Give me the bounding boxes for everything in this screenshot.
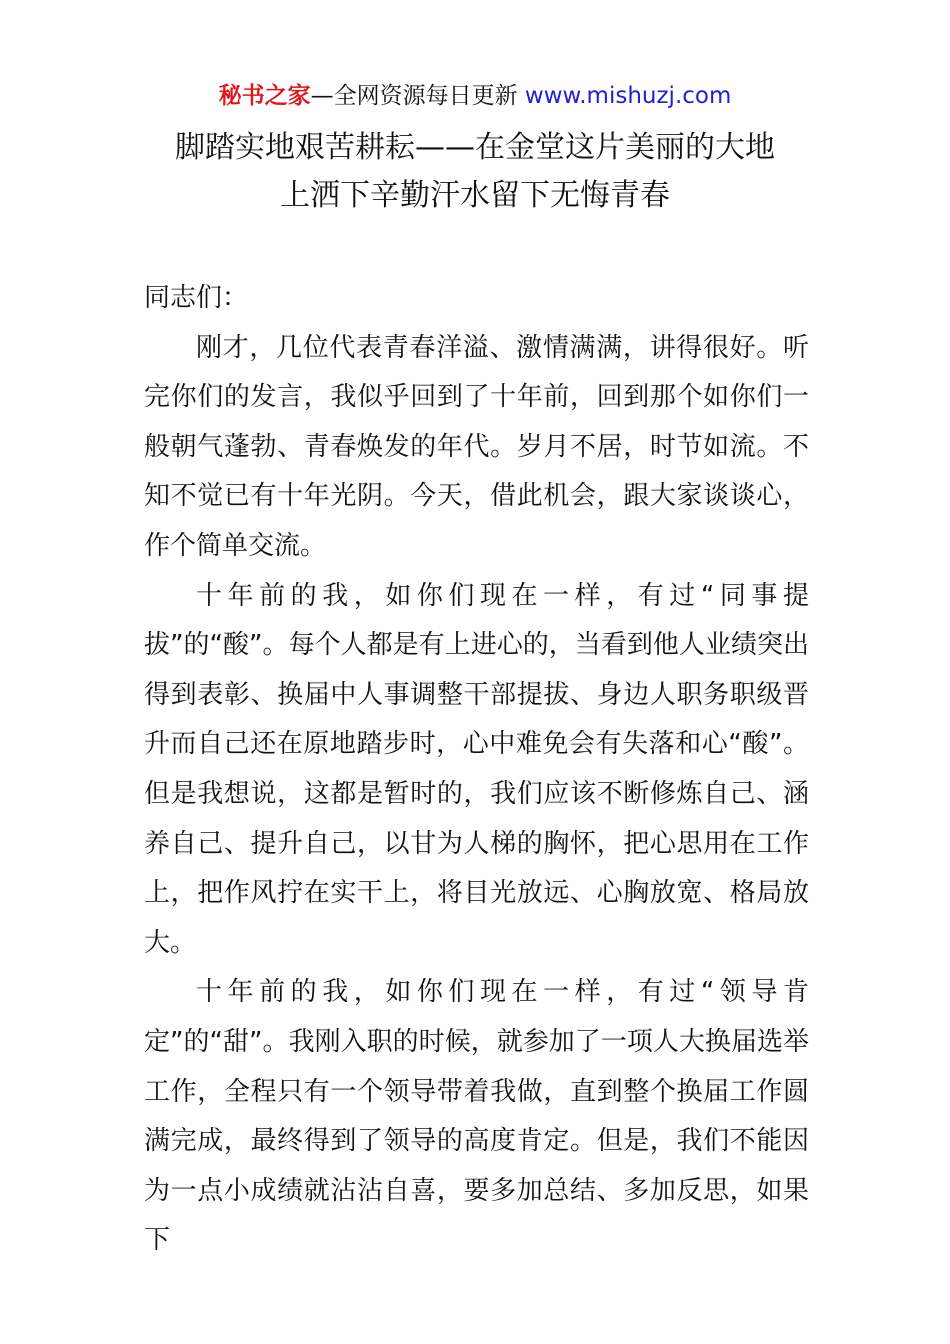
site-url-link[interactable]: www.mishuzj.com	[524, 83, 732, 109]
site-header	[0, 80, 950, 112]
paragraph-2: 十年前的我，如你们现在一样，有过“同事提拔”的“酸”。每个人都是有上进心的，当看到他人业绩突出得到表彰、换届中人事调整干部提拔、身边人职务职级晋升而自己还在原地踏步时，心中难免会有失落和心“酸”。但是我想说，这都是暂时的，我们应该不断修炼自己、涵养自己、提升自己，以甘为人梯的胸怀，把心思用在工作上，把作风拧在实干上，将目光放远、心胸放宽、格局放大。	[144, 580, 809, 958]
paragraph-1: 刚才，几位代表青春洋溢、激情满满，讲得很好。听完你们的发言，我似乎回到了十年前，回到那个如你们一般朝气蓬勃、青春焕发的年代。岁月不居，时节如流。不知不觉已有十年光阴。今天，借此机会，跟大家谈谈心，作个简单交流。	[144, 332, 809, 561]
salutation: 同志们：	[144, 283, 249, 313]
document-title	[120, 124, 830, 220]
title-line-2: 上洒下辛勤汗水留下无悔青春	[280, 178, 670, 213]
paragraph-3: 十年前的我，如你们现在一样，有过“领导肯定”的“甜”。我刚入职的时候，就参加了一项人大换届选举工作，全程只有一个领导带着我做，直到整个换届工作圆满完成，最终得到了领导的高度肯定。但是，我们不能因为一点小成绩就沾沾自喜，要多加总结、多加反思，如果下	[144, 977, 809, 1256]
document-body	[144, 274, 809, 1266]
brand-name: 秘书之家	[218, 83, 311, 109]
header-tagline: —全网资源每日更新	[310, 83, 525, 109]
title-line-1: 脚踏实地艰苦耕耘——在金堂这片美丽的大地	[175, 130, 775, 165]
